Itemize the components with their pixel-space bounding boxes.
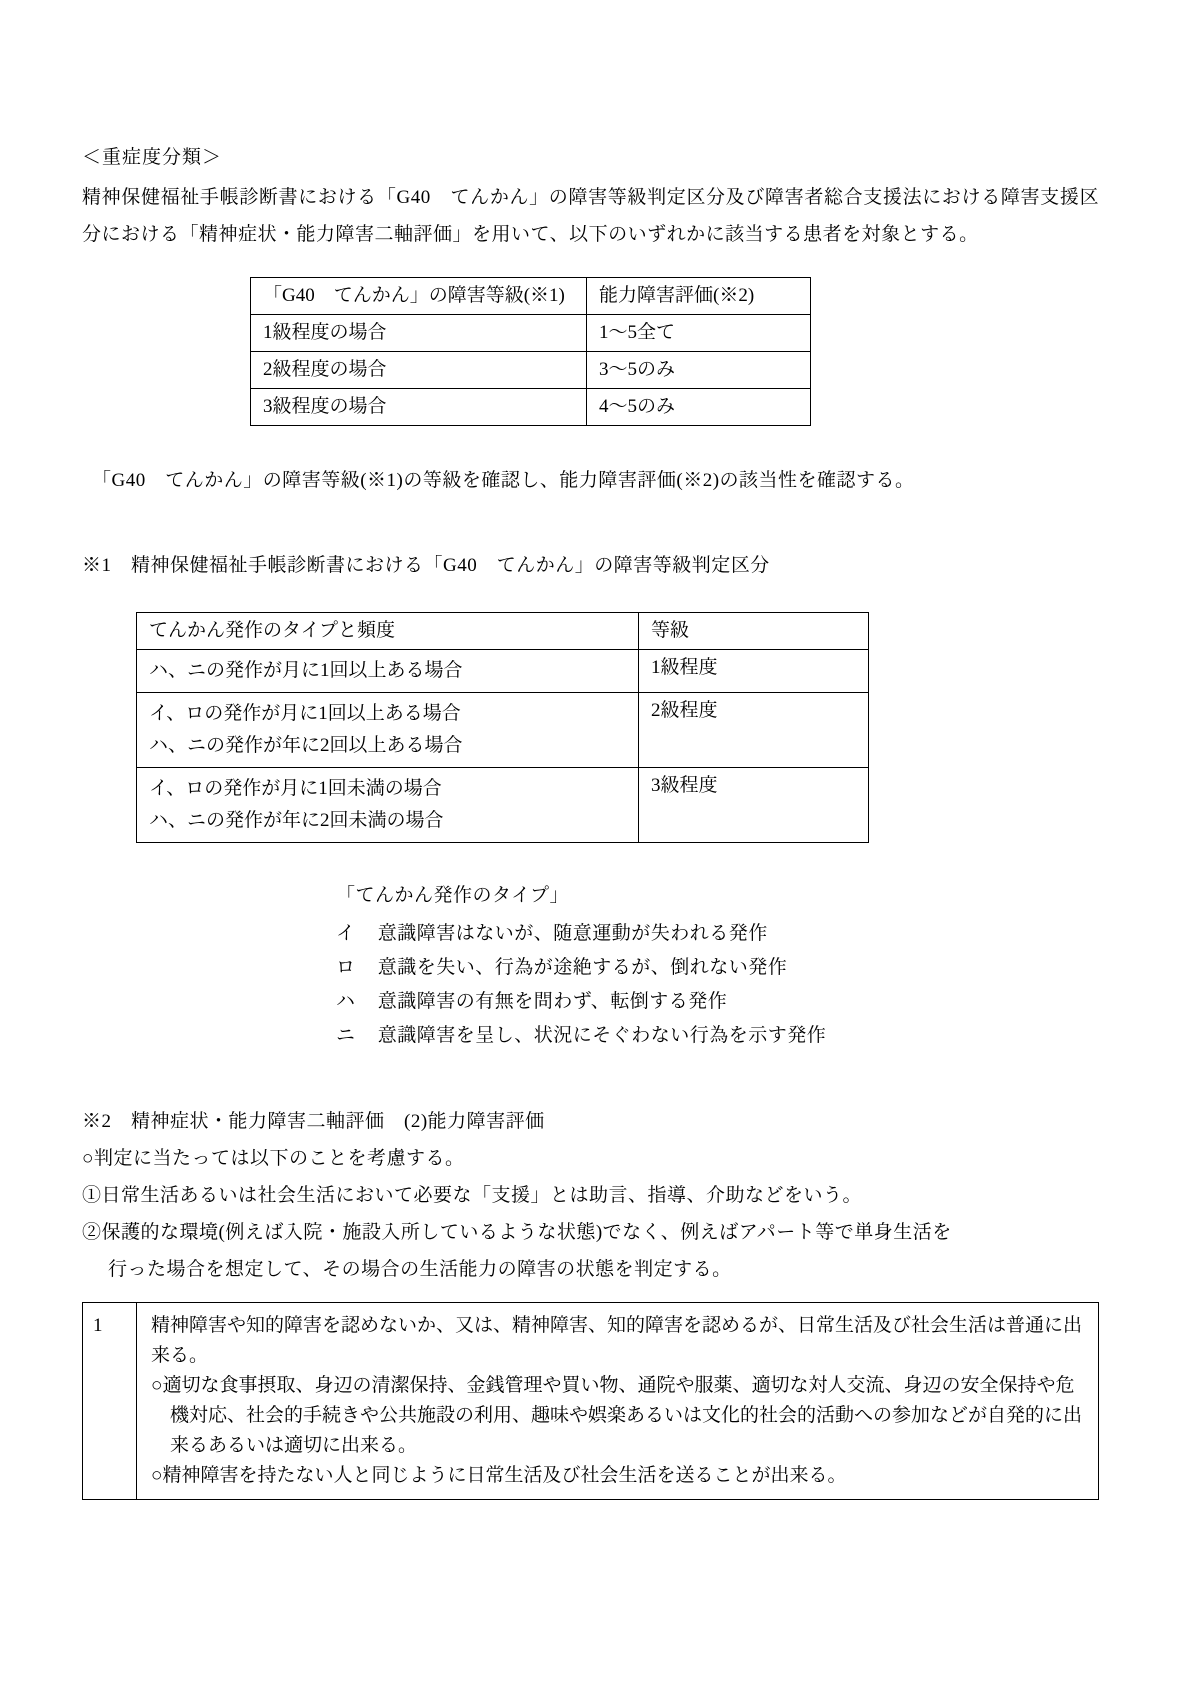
table-cell [137, 768, 639, 843]
table-row [83, 1303, 1099, 1500]
note-item-1: ①日常生活あるいは社会生活において必要な「支援」とは助言、指導、介助などをいう。 [82, 1185, 863, 1206]
table-cell: 3級程度 [639, 768, 869, 843]
intro-paragraph: 精神保健福祉手帳診断書における「G40 てんかん」の障害等級判定区分及び障害者総合支援法における障害支援区分における「精神症状・能力障害二軸評価」を用いて、以下のいずれかに該当する患者を対象とする。 [82, 187, 1099, 245]
table-cell [137, 650, 639, 693]
table1-header-evaluation: 能力障害評価(※2) [587, 278, 811, 315]
section2-heading: ※2 精神症状・能力障害二軸評価 (2)能力障害評価 [82, 1111, 545, 1132]
note-item-2-line1: ②保護的な環境(例えば入院・施設入所しているような状態)でなく、例えばアパート等で単身生活を [82, 1222, 952, 1243]
table2-header-grade: 等級 [639, 613, 869, 650]
table-cell: 4〜5のみ [587, 389, 811, 426]
table-row [251, 352, 811, 389]
table-cell [137, 693, 639, 768]
list-item [336, 985, 1099, 1019]
check-note: 「G40 てんかん」の障害等級(※1)の等級を確認し、能力障害評価(※2)の該当性を確認する。 [92, 470, 915, 491]
level-number-cell: 1 [83, 1303, 137, 1500]
table-row [137, 650, 869, 693]
table-row [251, 389, 811, 426]
table-cell: 3級程度の場合 [251, 389, 587, 426]
table-row [251, 315, 811, 352]
table-header-row [251, 278, 811, 315]
list-item [336, 1019, 1099, 1053]
level-description-paragraph: ○精神障害を持たない人と同じように日常生活及び社会生活を送ることが出来る。 [151, 1465, 847, 1486]
seizure-type-grade-table [136, 612, 869, 843]
level-description-cell [137, 1303, 1099, 1500]
seizure-types-block [336, 879, 1099, 1053]
item-label: ハ [336, 991, 356, 1012]
section1-heading: ※1 精神保健福祉手帳診断書における「G40 てんかん」の障害等級判定区分 [82, 555, 770, 576]
table-header-row [137, 613, 869, 650]
cell-line: ハ、ニの発作が月に1回以上ある場合 [149, 660, 463, 681]
item-label: ニ [336, 1025, 356, 1046]
cell-line: ハ、ニの発作が年に2回未満の場合 [149, 810, 444, 831]
item-label: ロ [336, 957, 356, 978]
seizure-types-title: 「てんかん発作のタイプ」 [336, 885, 570, 906]
table2-header-type: てんかん発作のタイプと頻度 [137, 613, 639, 650]
list-item [336, 951, 1099, 985]
table-cell: 2級程度の場合 [251, 352, 587, 389]
table-cell: 1〜5全て [587, 315, 811, 352]
consideration-note: ○判定に当たっては以下のことを考慮する。 [82, 1148, 465, 1169]
page-title: ＜重症度分類＞ [82, 147, 223, 168]
table-cell: 3〜5のみ [587, 352, 811, 389]
grade-evaluation-table [250, 277, 811, 426]
cell-line: イ、ロの発作が月に1回未満の場合 [149, 778, 442, 799]
table-row [137, 768, 869, 843]
item-text: 意識障害の有無を問わず、転倒する発作 [377, 991, 728, 1012]
cell-line: イ、ロの発作が月に1回以上ある場合 [149, 703, 461, 724]
note-item-2-line2: 行った場合を想定して、その場合の生活能力の障害の状態を判定する。 [108, 1259, 732, 1280]
table-cell: 2級程度 [639, 693, 869, 768]
level-description-paragraph: ○適切な食事摂取、身辺の清潔保持、金銭管理や買い物、通院や服薬、適切な対人交流、身辺の安全保持や危機対応、社会的手続きや公共施設の利用、趣味や娯楽あるいは文化的社会的活動への参加などが自発的に出来るあるいは適切に出来る。 [151, 1375, 1083, 1456]
level-description-paragraph: 精神障害や知的障害を認めないか、又は、精神障害、知的障害を認めるが、日常生活及び社会生活は普通に出来る。 [151, 1315, 1083, 1366]
item-label: イ [336, 923, 356, 944]
table-cell: 1級程度の場合 [251, 315, 587, 352]
item-text: 意識障害を呈し、状況にそぐわない行為を示す発作 [377, 1025, 827, 1046]
table1-header-grade: 「G40 てんかん」の障害等級(※1) [251, 278, 587, 315]
table-row [137, 693, 869, 768]
ability-disability-level-table [82, 1302, 1099, 1500]
cell-line: ハ、ニの発作が年に2回以上ある場合 [149, 735, 463, 756]
item-text: 意識を失い、行為が途絶するが、倒れない発作 [377, 957, 788, 978]
table-cell: 1級程度 [639, 650, 869, 693]
item-text: 意識障害はないが、随意運動が失われる発作 [377, 923, 768, 944]
section2-block [82, 1103, 1099, 1288]
list-item [336, 917, 1099, 951]
